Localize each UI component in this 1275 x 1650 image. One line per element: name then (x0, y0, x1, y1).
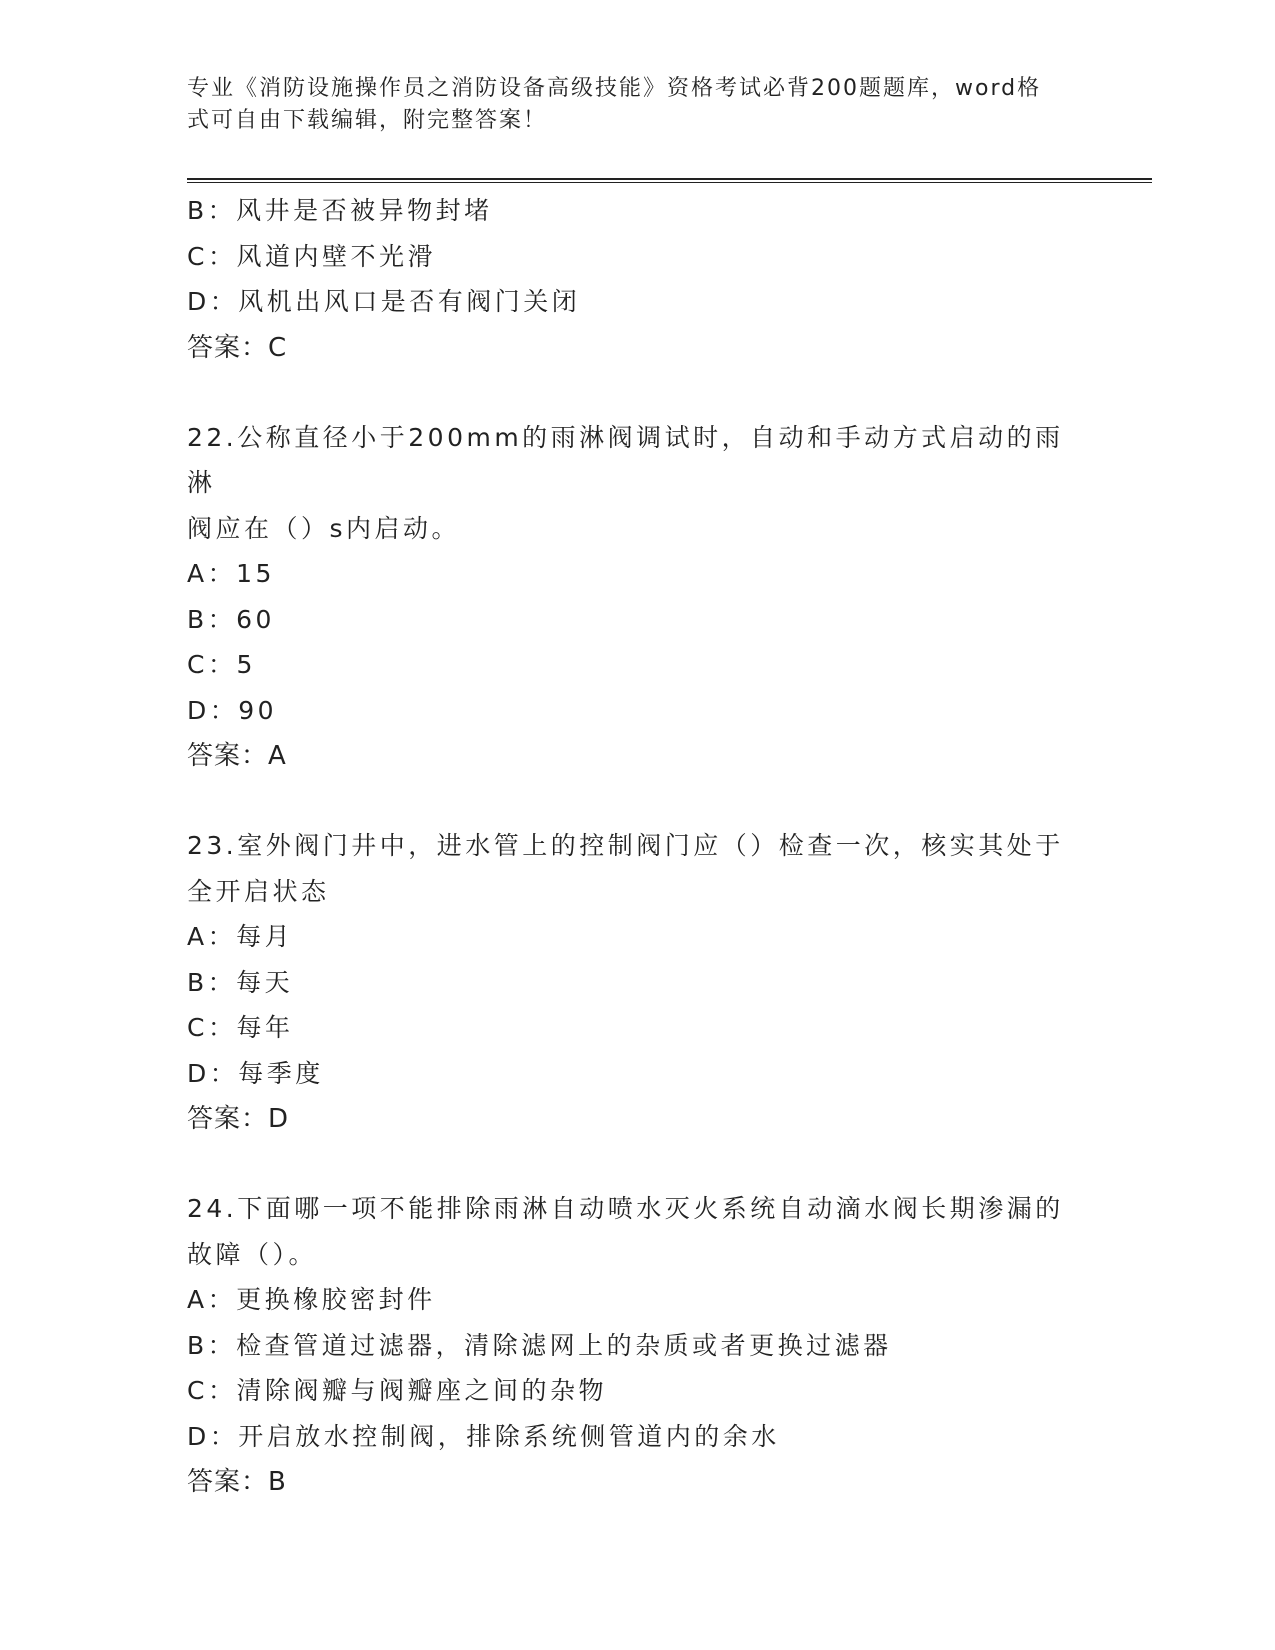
answer: 答案：C (187, 332, 288, 363)
option-b: B：60 (187, 604, 275, 634)
option-c: C：清除阀瓣与阀瓣座之间的杂物 (187, 1376, 607, 1405)
option-d: D：风机出风口是否有阀门关闭 (187, 287, 581, 316)
question-stem: 23.室外阀门井中，进水管上的控制阀门应（）检查一次，核实其处于 (187, 831, 1064, 860)
question-stem: 阀应在（）s内启动。 (187, 513, 461, 543)
header-line-1: 专业《消防设施操作员之消防设备高级技能》资格考试必背200题题库，word格 (187, 76, 1042, 101)
option-b: B：风井是否被异物封堵 (187, 196, 493, 225)
answer: 答案：D (187, 1104, 290, 1134)
question-stem: 故障（）。 (187, 1239, 318, 1269)
option-d: D：每季度 (187, 1058, 324, 1088)
spacer (187, 371, 1087, 415)
question-list (187, 188, 1087, 1505)
option-c: C：5 (187, 650, 256, 679)
option-a: A：每月 (187, 922, 294, 951)
answer: 答案：A (187, 741, 287, 771)
question-stem: 全开启状态 (187, 876, 330, 906)
spacer (187, 779, 1087, 823)
question-23 (187, 823, 1087, 1142)
option-d: D：开启放水控制阀，排除系统侧管道内的余水 (187, 1421, 780, 1451)
option-d: D：90 (187, 695, 278, 725)
spacer (187, 1142, 1087, 1186)
option-b: B：每天 (187, 967, 294, 997)
option-c: C：风道内壁不光滑 (187, 241, 436, 271)
option-b: B：检查管道过滤器，清除滤网上的杂质或者更换过滤器 (187, 1330, 892, 1360)
question-stem: 24.下面哪一项不能排除雨淋自动喷水灭火系统自动滴水阀长期渗漏的 (187, 1194, 1064, 1223)
question-stem: 22.公称直径小于200mm的雨淋阀调试时，自动和手动方式启动的雨淋 (187, 422, 1064, 497)
page-header (187, 73, 1067, 137)
question-21-continuation (187, 188, 1087, 371)
option-a: A：更换橡胶密封件 (187, 1285, 436, 1314)
option-a: A：15 (187, 559, 275, 588)
option-c: C：每年 (187, 1013, 294, 1042)
answer: 答案：B (187, 1467, 287, 1497)
question-24 (187, 1186, 1087, 1505)
question-22 (187, 415, 1087, 780)
header-divider (187, 178, 1152, 183)
header-line-2: 式可自由下载编辑，附完整答案！ (187, 108, 548, 133)
